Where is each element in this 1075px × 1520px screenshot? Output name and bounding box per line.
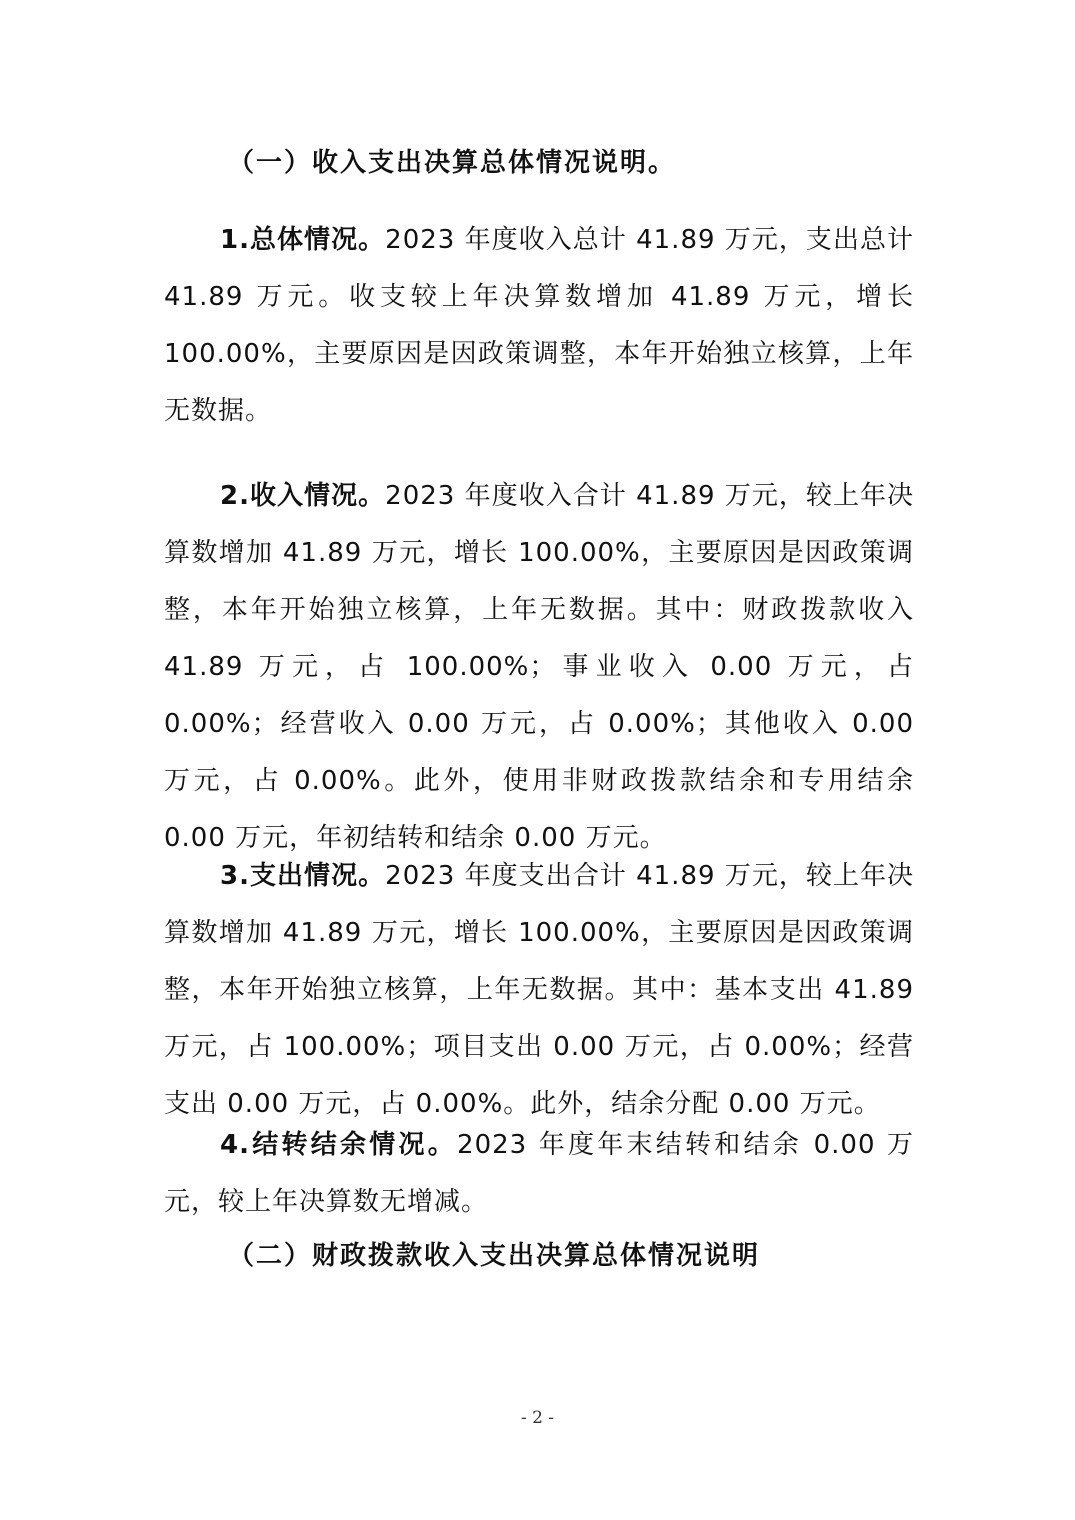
paragraph-text: 2023 年度年末结转和结余 0.00 万元，较上年决算数无增减。: [164, 1130, 915, 1217]
paragraph-text: 2023 年度收入合计 41.89 万元，较上年决算数增加 41.89 万元，增长 100.00%，主要原因是因政策调整，本年开始独立核算，上年无数据。其中：财政拨款收入 41.89 万元，占 100.00%；事业收入 0.00 万元，占 0.00%；经营收入 0.00 万元，占 0.00%；其他收入 0.00 万元，占 0.00%。此外，使用非财政拨款结余和专用结余 0.00 万元，年初结转和结余 0.00 万元。: [164, 481, 914, 853]
paragraph-text: 2023 年度支出合计 41.89 万元，较上年决算数增加 41.89 万元，增长 100.00%，主要原因是因政策调整，本年开始独立核算，上年无数据。其中：基本支出 41.89 万元，占 100.00%；项目支出 0.00 万元，占 0.00%；经营支出 0.00 万元，占 0.00%。此外，结余分配 0.00 万元。: [164, 861, 914, 1119]
paragraph-lead: 2.收入情况。: [220, 481, 386, 511]
page-number: - 2 -: [520, 1408, 555, 1428]
section-heading-2: （二）财政拨款收入支出决算总体情况说明: [228, 1241, 761, 1271]
paragraph-lead: 4.结转结余情况。: [220, 1130, 458, 1160]
paragraph-text: 2023 年度收入总计 41.89 万元，支出总计 41.89 万元。收支较上年决算数增加 41.89 万元，增长 100.00%，主要原因是因政策调整，本年开始独立核算，上年无数据。: [164, 225, 914, 426]
paragraph-carryover: [164, 1117, 914, 1231]
paragraph-expenditure: [164, 848, 914, 1133]
section-heading-1: （一）收入支出决算总体情况说明。: [228, 148, 677, 178]
paragraph-lead: 3.支出情况。: [220, 861, 386, 891]
paragraph-income: [164, 468, 914, 867]
paragraph-lead: 1.总体情况。: [220, 225, 386, 255]
paragraph-overall: [164, 212, 914, 440]
